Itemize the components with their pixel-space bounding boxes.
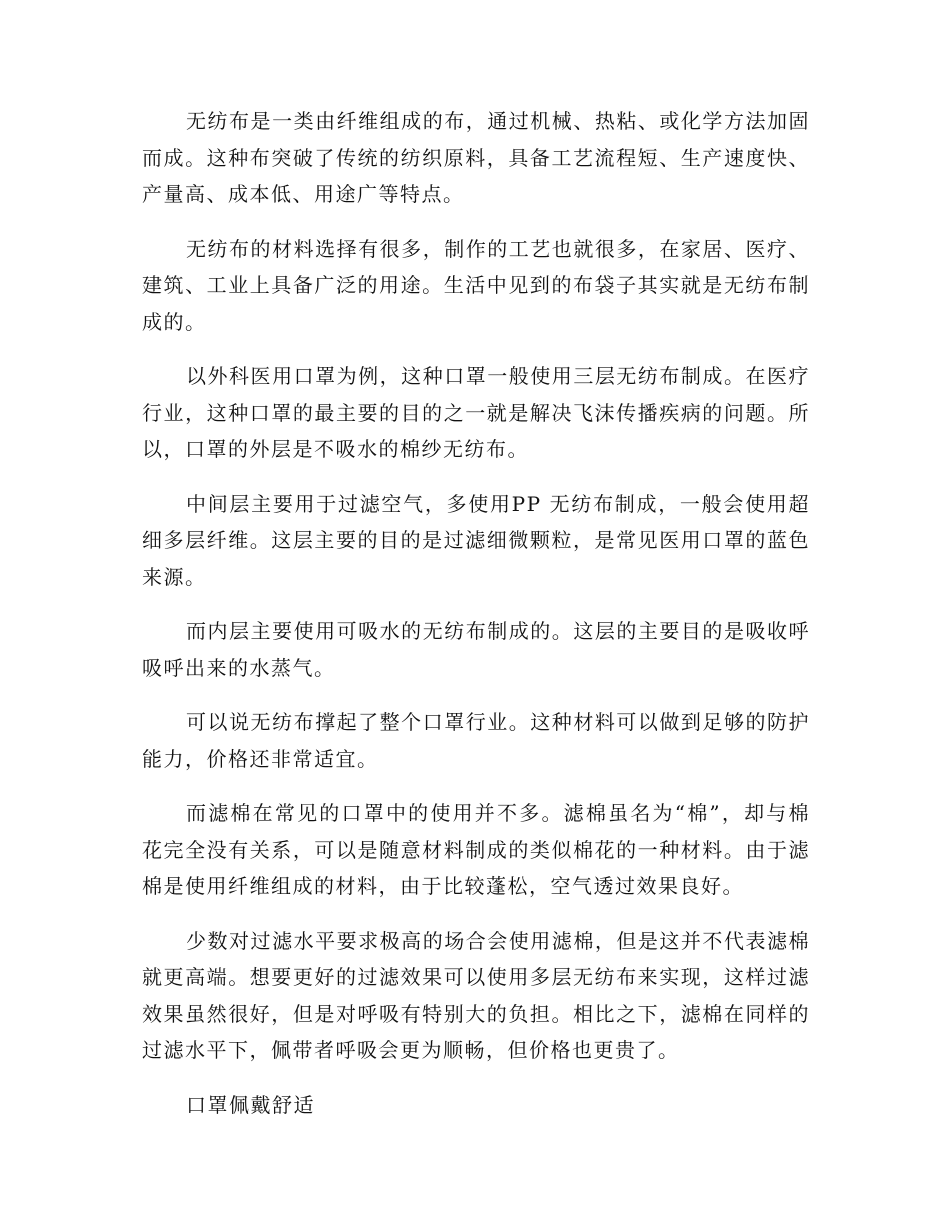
paragraph-surgical-mask-outer: 以外科医用口罩为例，这种口罩一般使用三层无纺布制成。在医疗行业，这种口罩的最主要的目的之一就是解决飞沫传播疾病的问题。所以，口罩的外层是不吸水的棉纱无纺布。 [142,364,810,461]
paragraph-industry-summary: 可以说无纺布撑起了整个口罩行业。这种材料可以做到足够的防护能力，价格还非常适宜。 [142,710,810,771]
document-body [142,103,810,1141]
paragraph-inner-layer: 而内层主要使用可吸水的无纺布制成的。这层的主要目的是吸收呼吸呼出来的水蒸气。 [142,619,810,680]
section-heading: 口罩佩戴舒适 [186,1092,315,1117]
paragraph-middle-layer: 中间层主要用于过滤空气，多使用PP 无纺布制成，一般会使用超细多层纤维。这层主要的目的是过滤细微颗粒，是常见医用口罩的蓝色来源。 [142,491,810,589]
paragraph-filter-cotton: 而滤棉在常见的口罩中的使用并不多。滤棉虽名为“棉”，却与棉花完全没有关系，可以是随意材料制成的类似棉花的一种材料。由于滤棉是使用纤维组成的材料，由于比较蓬松，空气透过效果良好。 [142,801,810,898]
paragraph-filter-comparison: 少数对过滤水平要求极高的场合会使用滤棉，但是这并不代表滤棉就更高端。想要更好的过滤效果可以使用多层无纺布来实现，这样过滤效果虽然很好，但是对呼吸有特别大的负担。相比之下，滤棉在同样的过滤水平下，佩带者呼吸会更为顺畅，但价格也更贵了。 [142,928,810,1062]
paragraph-nonwoven-uses: 无纺布的材料选择有很多，制作的工艺也就很多，在家居、医疗、建筑、工业上具备广泛的用途。生活中见到的布袋子其实就是无纺布制成的。 [142,236,810,334]
paragraph-nonwoven-definition: 无纺布是一类由纤维组成的布，通过机械、热粘、或化学方法加固而成。这种布突破了传统的纺织原料，具备工艺流程短、生产速度快、产量高、成本低、用途广等特点。 [142,109,810,206]
